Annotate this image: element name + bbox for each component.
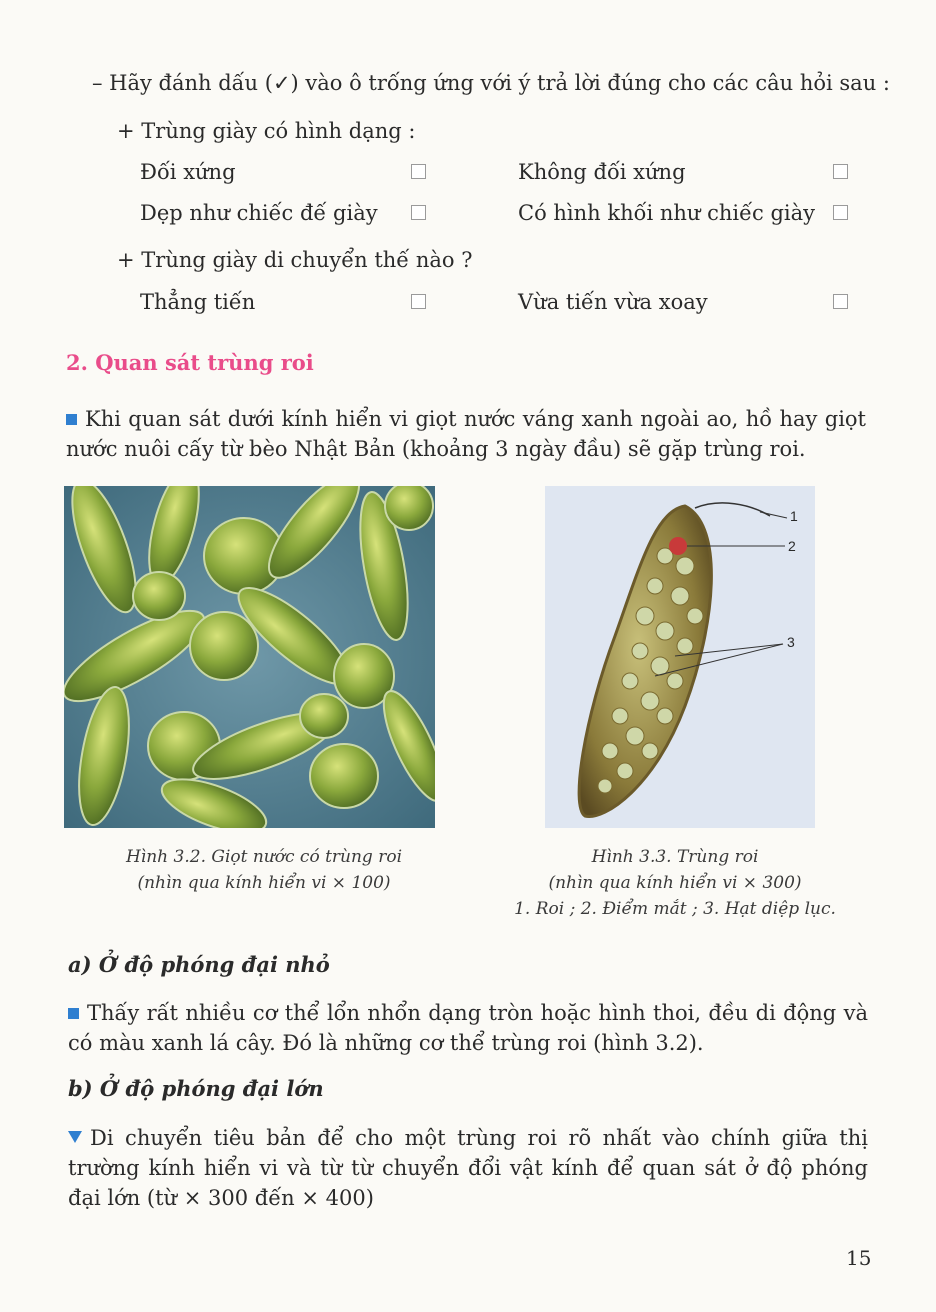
q1-option-1-label: Đối xứng (140, 160, 236, 184)
question-2-title: + Trùng giày di chuyển thế nào ? (117, 248, 473, 272)
q1-option-2-checkbox[interactable] (833, 164, 848, 179)
figure-label-3: 3 (787, 634, 795, 650)
q1-option-3-label: Dẹp như chiếc đế giày (140, 201, 378, 225)
eyespot-mark (669, 537, 687, 555)
question-1-title: + Trùng giày có hình dạng : (117, 119, 416, 143)
q2-option-1-label: Thẳng tiến (140, 290, 256, 314)
figure-label-1: 1 (790, 508, 798, 524)
q1-option-4-label: Có hình khối như chiếc giày (518, 201, 815, 225)
figure-3-3-caption (480, 844, 870, 922)
square-bullet-icon (66, 414, 77, 425)
part-a-heading: a) Ở độ phóng đại nhỏ (68, 952, 330, 977)
q1-option-3-checkbox[interactable] (411, 205, 426, 220)
part-a-paragraph (68, 998, 868, 1058)
part-b-paragraph (68, 1123, 868, 1213)
q2-option-1-checkbox[interactable] (411, 294, 426, 309)
figure-3-3-caption-line-1: Hình 3.3. Trùng roi (591, 847, 759, 867)
figure-3-2-caption-line-2: (nhìn qua kính hiển vi × 100) (137, 873, 391, 893)
instruction-text: – Hãy đánh dấu (✓) vào ô trống ứng với ý trả lời đúng cho các câu hỏi sau : (92, 71, 890, 95)
q1-option-2-label: Không đối xứng (518, 160, 686, 184)
figure-3-2-caption-line-1: Hình 3.2. Giọt nước có trùng roi (125, 847, 403, 867)
page-number: 15 (846, 1246, 872, 1270)
euglena-colony-illustration (64, 486, 435, 828)
figure-3-3-caption-line-3: 1. Roi ; 2. Điểm mắt ; 3. Hạt diệp lục. (514, 899, 836, 919)
square-bullet-icon (68, 1008, 79, 1019)
figure-3-3-image (545, 486, 815, 828)
part-b-heading: b) Ở độ phóng đại lớn (68, 1076, 324, 1101)
section-2-intro-text: Khi quan sát dưới kính hiển vi giọt nước váng xanh ngoài ao, hồ hay giọt nước nuôi cấy từ bèo Nhật Bản (khoảng 3 ngày đầu) sẽ gặp trùng roi. (66, 407, 866, 461)
section-2-intro (66, 404, 866, 464)
q2-option-2-label: Vừa tiến vừa xoay (518, 290, 708, 314)
q1-option-4-checkbox[interactable] (833, 205, 848, 220)
section-2-heading: 2. Quan sát trùng roi (66, 350, 314, 375)
q1-option-1-checkbox[interactable] (411, 164, 426, 179)
q2-option-2-checkbox[interactable] (833, 294, 848, 309)
euglena-cell-illustration (545, 486, 815, 828)
figure-3-3-caption-line-2: (nhìn qua kính hiển vi × 300) (548, 873, 802, 893)
figure-3-2-caption (64, 844, 464, 896)
part-b-text: Di chuyển tiêu bản để cho một trùng roi rõ nhất vào chính giữa thị trường kính hiển vi và từ từ chuyển đổi vật kính để quan sát ở độ phóng đại lớn (từ × 300 đến × 400) (68, 1126, 868, 1210)
triangle-bullet-icon (68, 1131, 82, 1143)
figure-label-2: 2 (788, 538, 796, 554)
figure-3-2-image (64, 486, 435, 828)
part-a-text: Thấy rất nhiều cơ thể lổn nhổn dạng tròn hoặc hình thoi, đều di động và có màu xanh lá cây. Đó là những cơ thể trùng roi (hình 3.2). (68, 1001, 868, 1055)
